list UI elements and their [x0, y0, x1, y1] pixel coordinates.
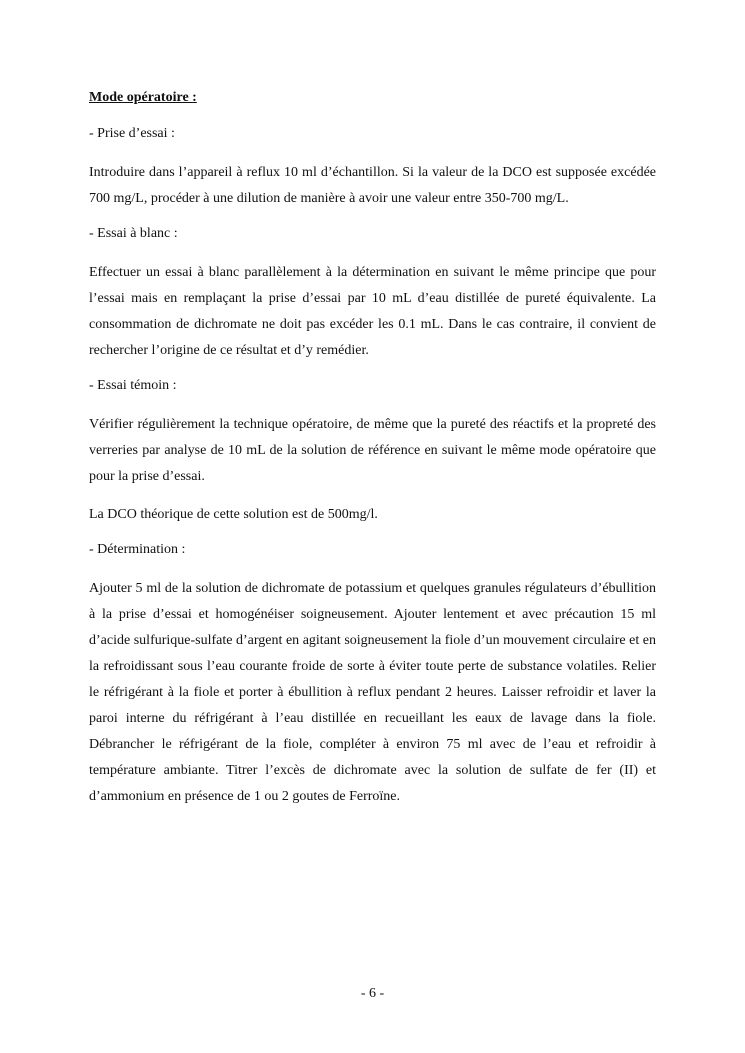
subheading-essai-temoin: - Essai témoin : — [89, 378, 177, 393]
paragraph-prise-essai: Introduire dans l’appareil à reflux 10 ml d’échantillon. Si la valeur de la DCO est supposée excédée 700 mg/L, procéder à une dilution de manière à avoir une valeur entre 350-700 mg/L. — [89, 165, 656, 206]
section-title: Mode opératoire : — [89, 90, 197, 105]
paragraph-essai-blanc: Effectuer un essai à blanc parallèlement à la détermination en suivant le même principe que pour l’essai mais en remplaçant la prise d’essai par 10 mL d’eau distillée de pureté équivalente. La consommation de dichromate ne doit pas excéder les 0.1 mL. Dans le cas contraire, il convient de rechercher l’origine de ce résultat et d’y remédier. — [89, 265, 656, 358]
paragraph-determination: Ajouter 5 ml de la solution de dichromate de potassium et quelques granules régulateurs d’ébullition à la prise d’essai et homogénéiser soigneusement. Ajouter lentement et avec précaution 15 ml d’acide sulfurique-sulfate d’argent en agitant soigneusement la fiole d’un mouvement circulaire et en la refroidissant sous l’eau courante froide de sorte à éviter toute perte de substance volatiles. Relier le réfrigérant à la fiole et porter à ébullition à reflux pendant 2 heures. Laisser refroidir et laver la paroi interne du réfrigérant à l’eau distillée en recueillant les eaux de lavage dans la fiole. Débrancher le réfrigérant de la fiole, compléter à environ 75 ml avec de l’eau et refroidir à température ambiante. Titrer l’excès de dichromate avec la solution de sulfate de fer (II) et d’ammonium en présence de 1 ou 2 goutes de Ferroïne. — [89, 581, 656, 804]
page-number: - 6 - — [360, 986, 385, 1001]
paragraph-essai-temoin: Vérifier régulièrement la technique opératoire, de même que la pureté des réactifs et la propreté des verreries par analyse de 10 mL de la solution de référence en suivant le même mode opératoire que pour la prise d’essai. — [89, 417, 656, 484]
subheading-determination: - Détermination : — [89, 542, 186, 557]
page-content — [89, 88, 656, 822]
subheading-essai-blanc: - Essai à blanc : — [89, 226, 178, 241]
subheading-prise-essai: - Prise d’essai : — [89, 126, 175, 141]
paragraph-dco-theorique: La DCO théorique de cette solution est de 500mg/l. — [89, 507, 378, 522]
